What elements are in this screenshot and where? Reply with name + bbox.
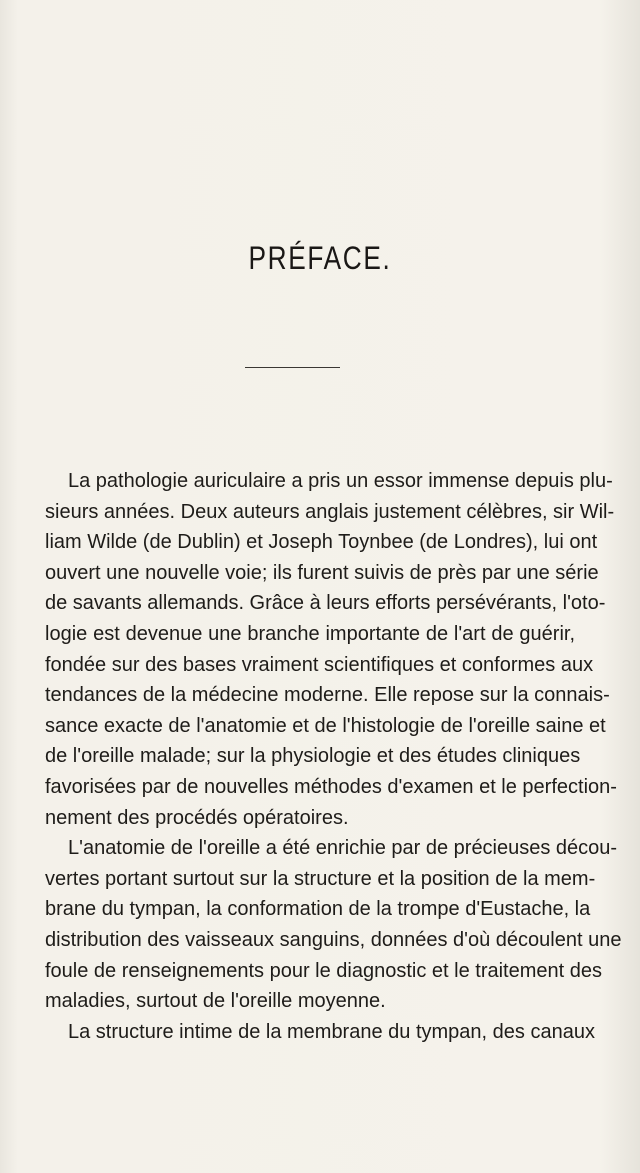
text-line: sieurs années. Deux auteurs anglais justement célèbres, sir Wil-	[45, 500, 615, 523]
text-line: fondée sur des bases vraiment scientifiques et conformes aux	[45, 653, 594, 676]
text-line: L'anatomie de l'oreille a été enrichie par de précieuses décou-	[68, 837, 618, 860]
paragraph-2	[45, 833, 622, 1017]
text-line: distribution des vaisseaux sanguins, données d'où découlent une	[45, 928, 622, 951]
paragraph-3	[45, 1017, 595, 1048]
title-divider	[245, 367, 340, 368]
text-line: de l'oreille malade; sur la physiologie et des études cliniques	[45, 745, 581, 768]
preface-text	[45, 466, 622, 1047]
text-line: liam Wilde (de Dublin) et Joseph Toynbee (de Londres), lui ont	[45, 531, 598, 554]
text-line: nement des procédés opératoires.	[45, 806, 349, 829]
text-line: logie est devenue une branche importante de l'art de guérir,	[45, 622, 575, 645]
paragraph-1	[45, 466, 617, 833]
text-line: La structure intime de la membrane du tympan, des canaux	[68, 1020, 595, 1043]
text-line: La pathologie auriculaire a pris un essor immense depuis plu-	[68, 470, 613, 492]
text-line: foule de renseignements pour le diagnostic et le traitement des	[45, 959, 603, 982]
text-line: sance exacte de l'anatomie et de l'histologie de l'oreille saine et	[45, 714, 606, 737]
text-line: de savants allemands. Grâce à leurs efforts persévérants, l'oto-	[45, 592, 606, 615]
text-line: tendances de la médecine moderne. Elle repose sur la connais-	[45, 684, 610, 707]
text-line: vertes portant surtout sur la structure et la position de la mem-	[45, 867, 596, 890]
text-line: favorisées par de nouvelles méthodes d'examen et le perfection-	[45, 775, 617, 798]
text-line: ouvert une nouvelle voie; ils furent suivis de près par une série	[45, 561, 599, 584]
page-title: PRÉFACE.	[248, 240, 392, 276]
text-line: brane du tympan, la conformation de la trompe d'Eustache, la	[45, 898, 591, 921]
text-line: maladies, surtout de l'oreille moyenne.	[45, 990, 386, 1013]
